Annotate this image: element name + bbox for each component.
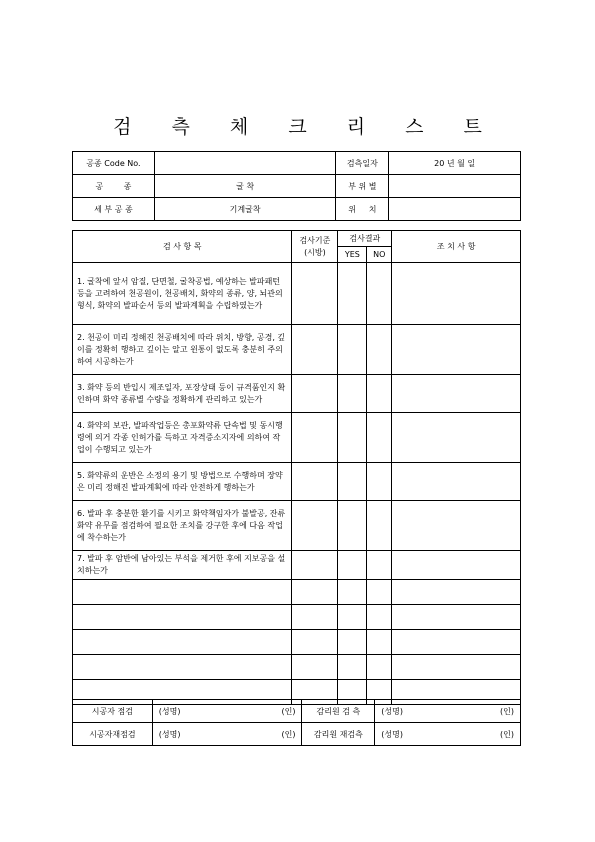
code-label: 공종 Code No. [73,152,155,175]
name-placeholder: (성명) [158,706,181,716]
code-field[interactable] [154,152,336,175]
action-cell[interactable] [392,580,521,605]
action-cell[interactable] [392,375,521,413]
criteria-cell[interactable] [292,413,338,463]
action-cell[interactable] [392,463,521,501]
seal-placeholder: (인) [500,706,514,716]
supervisor-reinspect-label: 감리원 재검측 [302,723,375,746]
col-action-header: 조 치 사 항 [392,231,521,263]
header-table [72,151,521,221]
checklist-row [73,501,521,551]
criteria-cell[interactable] [292,580,338,605]
checklist-row [73,463,521,501]
yes-cell[interactable] [338,655,367,680]
criteria-cell[interactable] [292,375,338,413]
seal-placeholder: (인) [281,706,296,716]
contractor-inspect-label: 시공자 점검 [73,700,153,723]
action-cell[interactable] [392,501,521,551]
action-cell[interactable] [392,263,521,325]
checklist-item-text: 6. 발파 후 충분한 환기를 시키고 화약책임자가 불발공, 잔류화약 유무를 점검하여 필요한 조치를 강구한 후에 다음 작업에 착수하는가 [73,501,292,551]
part-field[interactable] [389,175,521,198]
detail-field[interactable]: 기계굴착 [154,198,336,221]
yes-cell[interactable] [338,551,367,580]
yes-cell[interactable] [338,501,367,551]
col-result-header: 검사결과 [338,231,392,247]
checklist-row [73,375,521,413]
criteria-cell[interactable] [292,655,338,680]
checklist-item-text [73,605,292,630]
no-cell[interactable] [367,463,392,501]
no-cell[interactable] [367,605,392,630]
checklist-item-text [73,630,292,655]
seal-placeholder: (인) [500,729,514,739]
action-cell[interactable] [392,325,521,375]
yes-cell[interactable] [338,605,367,630]
no-cell[interactable] [367,655,392,680]
checklist-item-text: 2. 천공이 미리 정해진 천공배치에 따라 위치, 방향, 공경, 깊이를 정확히 행하고 깊이는 알고 윈통이 없도록 충분히 주의하여 시공하는가 [73,325,292,375]
col-criteria-header: 검사기준 (시방) [292,231,338,263]
contractor-reinspect-label: 시공자재점검 [73,723,153,746]
checklist-table [72,230,521,705]
yes-cell[interactable] [338,630,367,655]
signature-table [72,699,521,746]
seal-placeholder: (인) [281,729,296,739]
action-cell[interactable] [392,413,521,463]
checklist-row [73,655,521,680]
action-cell[interactable] [392,655,521,680]
criteria-cell[interactable] [292,630,338,655]
work-field[interactable]: 굴 착 [154,175,336,198]
no-cell[interactable] [367,501,392,551]
action-cell[interactable] [392,551,521,580]
location-label: 위 치 [336,198,389,221]
checklist-item-text: 7. 발파 후 암반에 남아있는 부석을 제거한 후에 지보공을 설치하는가 [73,551,292,580]
no-cell[interactable] [367,375,392,413]
yes-cell[interactable] [338,325,367,375]
criteria-cell[interactable] [292,463,338,501]
supervisor-inspect-label: 감리원 검 측 [302,700,375,723]
criteria-cell[interactable] [292,501,338,551]
contractor-inspect-sign-field[interactable] [152,700,302,723]
detail-label: 세 부 공 종 [73,198,155,221]
checklist-item-text: 5. 화약류의 운반은 소정의 용기 및 방법으로 수행하며 장약은 미리 정해진 발파계획에 따라 안전하게 행하는가 [73,463,292,501]
supervisor-reinspect-sign-field[interactable] [375,723,521,746]
name-placeholder: (성명) [381,706,403,716]
checklist-row [73,325,521,375]
criteria-cell[interactable] [292,325,338,375]
document-title: 검 측 체 크 리 스 트 [113,116,499,138]
action-cell[interactable] [392,605,521,630]
supervisor-inspect-sign-field[interactable] [375,700,521,723]
no-cell[interactable] [367,580,392,605]
checklist-item-text [73,655,292,680]
criteria-cell[interactable] [292,263,338,325]
action-cell[interactable] [392,630,521,655]
yes-cell[interactable] [338,413,367,463]
checklist-row [73,605,521,630]
yes-cell[interactable] [338,263,367,325]
no-cell[interactable] [367,551,392,580]
no-cell[interactable] [367,630,392,655]
checklist-row [73,413,521,463]
date-label: 검측일자 [336,152,389,175]
yes-cell[interactable] [338,463,367,501]
criteria-cell[interactable] [292,605,338,630]
contractor-reinspect-sign-field[interactable] [152,723,302,746]
no-cell[interactable] [367,325,392,375]
checklist-row [73,263,521,325]
checklist-item-text: 3. 화약 등의 반입시 제조일자, 포장상태 등이 규격품인지 확인하며 화약 종류별 수량을 정확하게 관리하고 있는가 [73,375,292,413]
col-yes-header: YES [338,247,367,263]
no-cell[interactable] [367,263,392,325]
checklist-item-text: 4. 화약의 보관, 발파작업등은 총포화약류 단속법 및 동시행령에 의거 각종 인허가를 득하고 자격증소지자에 의하여 작업이 수행되고 있는가 [73,413,292,463]
checklist-item-text [73,580,292,605]
name-placeholder: (성명) [381,729,403,739]
checklist-item-text: 1. 굴착에 앞서 암질, 단면철, 굴착공법, 예상하는 발파패턴 등을 고려하여 천공원이, 천공배치, 화약의 종류, 양, 뇌관의 형식, 화약의 발파순서 등의 발파계획을 수립하였는가 [73,263,292,325]
part-label: 부 위 별 [336,175,389,198]
col-items-header: 검 사 항 목 [73,231,292,263]
checklist-row [73,580,521,605]
date-field[interactable]: 20 년 월 일 [389,152,521,175]
yes-cell[interactable] [338,580,367,605]
checklist-row [73,630,521,655]
name-placeholder: (성명) [158,729,181,739]
checklist-row [73,551,521,580]
criteria-cell[interactable] [292,551,338,580]
col-no-header: NO [367,247,392,263]
location-field[interactable] [389,198,521,221]
work-label: 공 종 [73,175,155,198]
no-cell[interactable] [367,413,392,463]
yes-cell[interactable] [338,375,367,413]
